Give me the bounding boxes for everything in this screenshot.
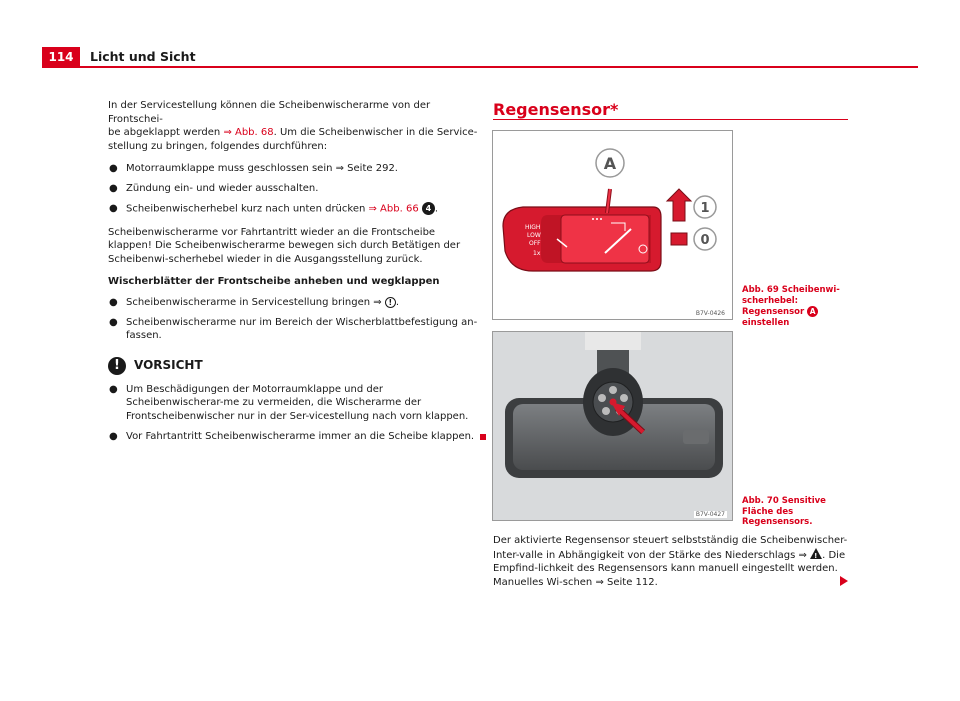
figure-label-a: A	[603, 154, 617, 173]
caution-item: ● Um Beschädigungen der Motorraumklappe und der Scheibenwischerar-me zu vermeiden, die Wischerarme der Frontscheibenwischer nur in der Ser-vicestellung nach vorn klappen.	[109, 383, 469, 422]
wiper-lever-illustration	[493, 131, 733, 320]
section-heading: Regensensor*	[493, 100, 619, 119]
paragraph: Scheibenwischerarme vor Fahrtantritt wieder an die Frontscheibe klappen! Die Scheibenwischerarme bewegen sich durch Betätigen der Scheibenwi-scherhebel wieder in die Ausgangsstellung zurück.	[108, 226, 461, 265]
section-title: Licht und Sicht	[90, 49, 196, 64]
caution-item: ● Vor Fahrtantritt Scheibenwischerarme immer an die Scheibe klappen.	[108, 430, 478, 444]
figure-wiper-lever	[492, 130, 733, 320]
list-item: ● Scheibenwischerhebel kurz nach unten drücken ⇒ Abb. 66 4 .	[109, 202, 439, 215]
lever-label-off: OFF	[529, 240, 541, 247]
header-rule	[42, 66, 918, 68]
caption-badge: A	[807, 306, 818, 317]
list-item: ● Scheibenwischerarme in Servicestellung bringen ⇒ ! .	[109, 297, 399, 309]
figure-code: B7V-0426	[695, 310, 725, 317]
lever-label-high: HIGH	[525, 224, 541, 231]
lever-label-1x: 1x	[533, 250, 541, 257]
left-column	[108, 99, 478, 449]
callout-badge: 4	[422, 202, 435, 215]
figure-rain-sensor	[492, 331, 733, 521]
section-end-marker	[480, 434, 486, 440]
subheading: Wischerblätter der Frontscheibe anheben und wegklappen	[108, 276, 440, 288]
intro-paragraph: In der Servicestellung können die Scheibenwischerarme von der Frontschei- be abgeklappt werden ⇒ Abb. 68. Um die Scheibenwischer in die Service- stellung zu bringen, folgendes durchführen:	[108, 100, 478, 152]
warning-icon	[810, 548, 822, 559]
figure-code: B7V-0427	[695, 511, 725, 518]
link-abb-66[interactable]: ⇒ Abb. 66	[368, 203, 419, 215]
figure-caption-70: Abb. 70 Sensitive Fläche des Regensensors.	[742, 496, 826, 527]
page-number: 114	[42, 47, 80, 67]
heading-rule	[493, 119, 848, 120]
caution-icon: !	[108, 357, 126, 375]
list-item: ● Motorraumklappe muss geschlossen sein ⇒ Seite 292.	[109, 163, 398, 175]
figure-label-1: 1	[700, 201, 710, 216]
lever-label-low: LOW	[527, 232, 541, 239]
figure-caption-69: Abb. 69 Scheibenwi-scherhebel: Regensensor A einstellen	[742, 285, 840, 328]
list-item: ● Scheibenwischerarme nur im Bereich der Wischerblattbefestigung an-fassen.	[109, 316, 478, 342]
body-paragraph: Der aktivierte Regensensor steuert selbstständig die Scheibenwischer-Inter-valle in Abhängigkeit von der Stärke des Niederschlags ⇒ !. Die Empfind-lichkeit des Regensensors kann manuell eingestellt werden. Manuelles Wi-schen ⇒ Seite 112.	[493, 534, 853, 589]
figure-label-0: 0	[700, 233, 710, 248]
link-abb-68[interactable]: ⇒ Abb. 68	[223, 127, 274, 139]
caution-title: VORSICHT	[134, 358, 203, 373]
caution-header	[108, 357, 478, 375]
caution-ref-icon: !	[385, 297, 396, 308]
continue-arrow-icon	[840, 576, 848, 586]
list-item: ● Zündung ein- und wieder ausschalten.	[109, 182, 319, 194]
mirror-sensor-illustration	[493, 332, 733, 521]
